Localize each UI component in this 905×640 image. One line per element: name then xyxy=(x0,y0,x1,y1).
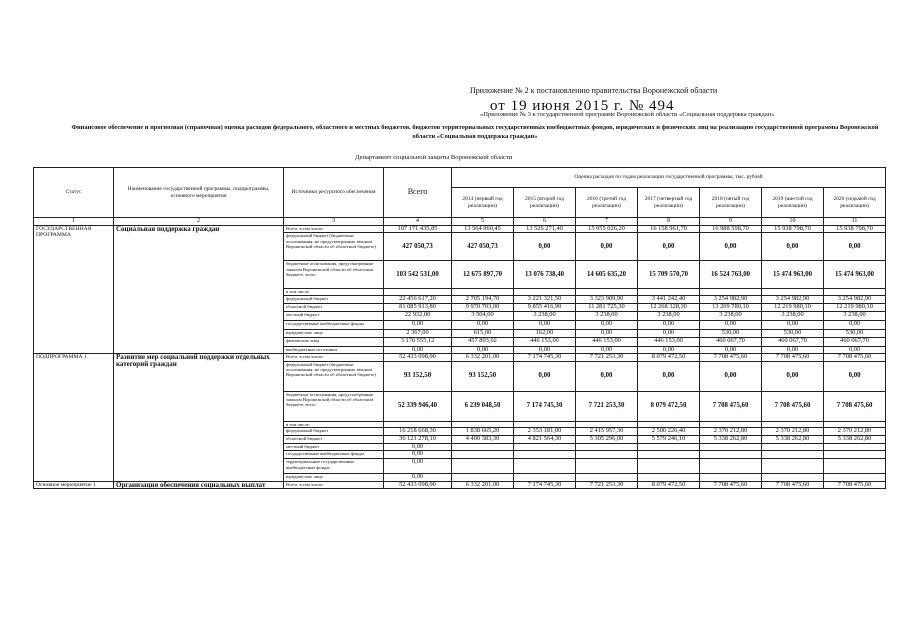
year-value-cell: 13 076 738,40 xyxy=(514,261,576,289)
year-value-cell: 0,00 xyxy=(576,320,638,329)
year-value-cell: 2 500 226,40 xyxy=(638,428,700,436)
year-value-cell: 93 152,50 xyxy=(452,361,514,391)
source-cell: областной бюджет xyxy=(284,303,384,311)
year-value-cell xyxy=(638,459,700,474)
year-value-cell: 7 174 745,30 xyxy=(514,391,576,421)
finance-table xyxy=(33,167,886,489)
index-cell: 7 xyxy=(576,218,638,226)
year-value-cell: 7 721 253,30 xyxy=(576,391,638,421)
year-value-cell: 15 709 570,70 xyxy=(638,261,700,289)
year-value-cell xyxy=(514,451,576,459)
year-value-cell: 0,00 xyxy=(514,320,576,329)
year-value-cell: 0,00 xyxy=(700,361,762,391)
year-value-cell xyxy=(514,474,576,481)
year-value-cell xyxy=(700,474,762,481)
index-cell: 6 xyxy=(514,218,576,226)
year-value-cell: 460 067,70 xyxy=(762,337,824,346)
total-cell: 103 542 531,00 xyxy=(384,261,452,289)
year-value-cell: 0,00 xyxy=(514,233,576,261)
year-value-cell: 7 708 475,60 xyxy=(700,354,762,361)
source-cell: федеральный бюджет xyxy=(284,428,384,436)
year-value-cell: 7 174 745,30 xyxy=(514,481,576,488)
total-cell: 0,00 xyxy=(384,320,452,329)
year-value-cell: 7 721 253,30 xyxy=(576,354,638,361)
year-value-cell xyxy=(824,459,886,474)
year-value-cell xyxy=(762,451,824,459)
year-value-cell: 0,00 xyxy=(762,320,824,329)
year-value-cell: 2 415 957,30 xyxy=(576,428,638,436)
source-cell: федеральный бюджет xyxy=(284,295,384,303)
row-program-name: Организация обеспечения социальных выплат xyxy=(114,481,284,488)
annex-line: Приложение № 2 к постановлению правительства Воронежской области xyxy=(470,86,718,95)
year-value-cell xyxy=(824,451,886,459)
year-value-cell: 3 238,00 xyxy=(762,311,824,320)
year-value-cell xyxy=(700,451,762,459)
year-value-cell: 5 305 296,00 xyxy=(576,436,638,444)
year-value-cell xyxy=(514,459,576,474)
year-value-cell: 0,00 xyxy=(824,320,886,329)
total-cell: 52 339 946,40 xyxy=(384,391,452,421)
year-value-cell: 15 474 963,00 xyxy=(824,261,886,289)
year-value-cell xyxy=(452,474,514,481)
col-year: 2015 (второй год реализации) xyxy=(514,188,576,218)
year-value-cell xyxy=(576,459,638,474)
year-value-cell: 0,00 xyxy=(638,233,700,261)
year-value-cell: 7 708 475,60 xyxy=(824,354,886,361)
col-year: 2019 (шестой год реализации) xyxy=(762,188,824,218)
year-value-cell: 12 675 897,70 xyxy=(452,261,514,289)
year-value-cell xyxy=(576,474,638,481)
col-status: Статус xyxy=(34,168,114,218)
source-cell: в том числе: xyxy=(284,289,384,295)
year-value-cell xyxy=(762,444,824,451)
year-value-cell: 530,00 xyxy=(762,329,824,337)
year-value-cell: 9 970 703,00 xyxy=(452,303,514,311)
year-value-cell: 0,00 xyxy=(576,329,638,337)
source-cell: местный бюджет xyxy=(284,444,384,451)
year-value-cell xyxy=(638,451,700,459)
col-year: 2016 (третий год реализации) xyxy=(576,188,638,218)
year-value-cell: 7 174 745,30 xyxy=(514,354,576,361)
year-value-cell: 0,00 xyxy=(638,329,700,337)
source-cell: юридические лица xyxy=(284,474,384,481)
year-value-cell xyxy=(700,459,762,474)
source-cell: государственные внебюджетные фонды xyxy=(284,320,384,329)
col-year: 2014 (первый год реализации) xyxy=(452,188,514,218)
year-value-cell: 15 938 798,70 xyxy=(762,226,824,233)
year-value-cell: 0,00 xyxy=(824,233,886,261)
year-value-cell: 12 219 980,10 xyxy=(762,303,824,311)
index-cell: 5 xyxy=(452,218,514,226)
year-value-cell: 13 526 271,40 xyxy=(514,226,576,233)
year-value-cell xyxy=(576,451,638,459)
total-cell: 16 218 668,30 xyxy=(384,428,452,436)
year-value-cell: 16 158 961,70 xyxy=(638,226,700,233)
year-value-cell: 0,00 xyxy=(638,361,700,391)
total-cell: 0,00 xyxy=(384,451,452,459)
year-value-cell: 162,00 xyxy=(514,329,576,337)
year-value-cell: 8 079 472,50 xyxy=(638,391,700,421)
year-value-cell: 5 338 262,80 xyxy=(824,436,886,444)
year-value-cell: 3 221 321,50 xyxy=(514,295,576,303)
total-cell: 22 456 617,20 xyxy=(384,295,452,303)
year-value-cell: 2 705 194,70 xyxy=(452,295,514,303)
year-value-cell: 3 238,00 xyxy=(576,311,638,320)
total-cell: 107 171 435,85 xyxy=(384,226,452,233)
year-value-cell: 530,00 xyxy=(700,329,762,337)
source-cell: в том числе: xyxy=(284,421,384,427)
year-value-cell: 457 893,02 xyxy=(452,337,514,346)
year-value-cell: 3 254 982,90 xyxy=(700,295,762,303)
year-value-cell xyxy=(452,451,514,459)
year-value-cell xyxy=(762,459,824,474)
total-cell: 0,00 xyxy=(384,474,452,481)
year-value-cell: 6 239 048,50 xyxy=(452,391,514,421)
col-total: Всего xyxy=(384,168,452,218)
table-row xyxy=(34,354,886,361)
col-name: Наименование государственной программы, подпрограммы, основного мероприятия xyxy=(114,168,284,218)
year-value-cell: 530,00 xyxy=(824,329,886,337)
source-cell: физические лица xyxy=(284,337,384,346)
year-value-cell: 7 708 475,60 xyxy=(762,391,824,421)
source-cell: территориальные государственные внебюджетные фонды xyxy=(284,459,384,474)
year-value-cell: 2 370 212,80 xyxy=(824,428,886,436)
year-value-cell: 7 708 475,60 xyxy=(824,481,886,488)
index-cell: 3 xyxy=(284,218,384,226)
year-value-cell: 2 370 212,80 xyxy=(700,428,762,436)
year-value-cell: 7 708 475,60 xyxy=(700,481,762,488)
year-value-cell: 1 838 665,20 xyxy=(452,428,514,436)
total-cell: 2 367,00 xyxy=(384,329,452,337)
year-value-cell: 0,00 xyxy=(762,233,824,261)
year-value-cell: 6 332 201,00 xyxy=(452,354,514,361)
source-cell: внебюджетные источники xyxy=(284,346,384,353)
row-status: ПОДПРОГРАММА 1 xyxy=(34,354,114,482)
year-value-cell: 7 708 475,60 xyxy=(762,354,824,361)
year-value-cell: 13 269 780,10 xyxy=(700,303,762,311)
year-value-cell: 2 370 212,80 xyxy=(762,428,824,436)
year-value-cell: 460 067,70 xyxy=(700,337,762,346)
total-cell: 22 932,00 xyxy=(384,311,452,320)
total-cell: 52 433 098,90 xyxy=(384,481,452,488)
year-value-cell: 0,00 xyxy=(452,346,514,353)
year-value-cell: 8 079 472,50 xyxy=(638,354,700,361)
year-value-cell: 0,00 xyxy=(700,320,762,329)
source-cell: федеральный бюджет (бюджетные ассигнования, не предусмотренные законом Воронежской области об областном бюджете) xyxy=(284,361,384,391)
total-cell: 0,00 xyxy=(384,444,452,451)
year-value-cell: 9 855 416,90 xyxy=(514,303,576,311)
year-value-cell: 3 238,00 xyxy=(824,311,886,320)
year-value-cell: 0,00 xyxy=(576,233,638,261)
year-value-cell: 615,00 xyxy=(452,329,514,337)
total-cell: 36 121 278,10 xyxy=(384,436,452,444)
year-value-cell: 446 153,00 xyxy=(638,337,700,346)
index-cell: 2 xyxy=(114,218,284,226)
year-value-cell: 5 338 262,80 xyxy=(762,436,824,444)
index-cell: 4 xyxy=(384,218,452,226)
year-value-cell: 0,00 xyxy=(824,361,886,391)
year-value-cell: 0,00 xyxy=(762,346,824,353)
year-value-cell: 4 821 564,30 xyxy=(514,436,576,444)
year-value-cell: 7 721 253,30 xyxy=(576,481,638,488)
year-value-cell xyxy=(514,444,576,451)
year-value-cell: 4 400 383,30 xyxy=(452,436,514,444)
year-value-cell: 446 153,00 xyxy=(514,337,576,346)
year-value-cell xyxy=(638,474,700,481)
year-value-cell: 16 988 598,70 xyxy=(700,226,762,233)
date-line: от 19 июня 2015 г. № 494 xyxy=(490,98,675,114)
source-cell: государственные внебюджетные фонды xyxy=(284,451,384,459)
year-value-cell xyxy=(452,444,514,451)
index-cell: 11 xyxy=(824,218,886,226)
year-value-cell: 3 238,00 xyxy=(700,311,762,320)
year-value-cell: 2 353 181,00 xyxy=(514,428,576,436)
annex3-line: «Приложение № 3 к государственной программе Воронежской области «Социальная поддержка граждан» xyxy=(480,111,775,118)
year-value-cell: 3 504,00 xyxy=(452,311,514,320)
year-value-cell xyxy=(700,444,762,451)
year-value-cell: 446 153,00 xyxy=(576,337,638,346)
table-row xyxy=(34,481,886,488)
year-value-cell: 427 050,73 xyxy=(452,233,514,261)
year-value-cell: 0,00 xyxy=(700,233,762,261)
total-cell: 81 085 913,80 xyxy=(384,303,452,311)
year-value-cell: 15 055 026,20 xyxy=(576,226,638,233)
year-value-cell xyxy=(824,474,886,481)
year-value-cell: 0,00 xyxy=(824,346,886,353)
department-line: Департамент социальной защиты Воронежской области xyxy=(355,154,513,161)
total-cell: 3 176 555,12 xyxy=(384,337,452,346)
document-title: Финансовое обеспечение и прогнозная (справочная) оценка расходов федерального, областного и местных бюджетов, бюджетов территориальных государственных внебюджетных фондов, юридических и физических лиц на реализацию государственной программы Воронежской области «Социальная поддержка граждан» xyxy=(71,124,879,140)
year-value-cell: 16 524 763,00 xyxy=(700,261,762,289)
col-year: 2017 (четвертый год реализации) xyxy=(638,188,700,218)
year-value-cell: 0,00 xyxy=(514,346,576,353)
year-value-cell: 3 238,00 xyxy=(514,311,576,320)
source-cell: федеральный бюджет (бюджетные ассигнования, не предусмотренные законом Воронежской области об областном бюджете) xyxy=(284,233,384,261)
total-cell: 52 433 098,90 xyxy=(384,354,452,361)
year-value-cell xyxy=(576,444,638,451)
year-value-cell: 3 254 982,90 xyxy=(762,295,824,303)
year-value-cell: 8 079 472,50 xyxy=(638,481,700,488)
index-cell: 10 xyxy=(762,218,824,226)
year-value-cell: 13 564 960,45 xyxy=(452,226,514,233)
col-year: 2018 (пятый год реализации) xyxy=(700,188,762,218)
year-value-cell xyxy=(452,459,514,474)
source-cell: юридические лица xyxy=(284,329,384,337)
source-cell: Всего, в том числе: xyxy=(284,226,384,233)
year-value-cell: 12 219 980,10 xyxy=(824,303,886,311)
index-cell: 8 xyxy=(638,218,700,226)
source-cell: бюджетные ассигнования, предусмотренные законом Воронежской области об областном бюджете, всего xyxy=(284,391,384,421)
year-value-cell xyxy=(824,444,886,451)
col-year: 2020 (седьмой год реализации) xyxy=(824,188,886,218)
row-program-name: Развитие мер социальной поддержки отдельных категорий граждан xyxy=(114,354,284,482)
total-cell: 93 152,50 xyxy=(384,361,452,391)
total-cell: 0,00 xyxy=(384,459,452,474)
year-value-cell: 15 474 963,00 xyxy=(762,261,824,289)
index-cell: 9 xyxy=(700,218,762,226)
year-value-cell: 0,00 xyxy=(452,320,514,329)
year-value-cell: 12 268 328,30 xyxy=(638,303,700,311)
year-value-cell: 11 281 725,30 xyxy=(576,303,638,311)
year-value-cell: 7 708 475,60 xyxy=(824,391,886,421)
year-value-cell xyxy=(638,444,700,451)
row-status: Основное мероприятие 1 xyxy=(34,481,114,488)
year-value-cell: 3 254 982,90 xyxy=(824,295,886,303)
year-value-cell: 460 067,70 xyxy=(824,337,886,346)
year-value-cell xyxy=(762,474,824,481)
source-cell: Всего, в том числе: xyxy=(284,354,384,361)
source-cell: местный бюджет xyxy=(284,311,384,320)
total-cell: 427 050,73 xyxy=(384,233,452,261)
table-row xyxy=(34,226,886,233)
col-estimate: Оценка расходов по годам реализации государственной программы, тыс. рублей xyxy=(452,168,886,188)
year-value-cell: 0,00 xyxy=(762,361,824,391)
index-cell: 1 xyxy=(34,218,114,226)
source-cell: областной бюджет xyxy=(284,436,384,444)
year-value-cell: 0,00 xyxy=(700,346,762,353)
year-value-cell: 0,00 xyxy=(576,361,638,391)
year-value-cell: 3 441 242,40 xyxy=(638,295,700,303)
year-value-cell: 7 708 475,60 xyxy=(762,481,824,488)
index-row xyxy=(34,218,886,226)
year-value-cell: 0,00 xyxy=(638,346,700,353)
source-cell: бюджетные ассигнования, предусмотренные законом Воронежской области об областном бюджете, всего xyxy=(284,261,384,289)
year-value-cell: 14 605 635,20 xyxy=(576,261,638,289)
year-value-cell: 15 938 798,70 xyxy=(824,226,886,233)
year-value-cell: 3 323 909,90 xyxy=(576,295,638,303)
year-value-cell: 6 332 201,00 xyxy=(452,481,514,488)
row-status: ГОСУДАРСТВЕННАЯ ПРОГРАММА xyxy=(34,226,114,354)
year-value-cell: 0,00 xyxy=(514,361,576,391)
year-value-cell: 5 338 262,80 xyxy=(700,436,762,444)
year-value-cell: 5 579 246,10 xyxy=(638,436,700,444)
total-cell: 0,00 xyxy=(384,346,452,353)
col-source: Источники ресурсного обеспечения xyxy=(284,168,384,218)
source-cell: Всего, в том числе: xyxy=(284,481,384,488)
row-program-name: Социальная поддержка граждан xyxy=(114,226,284,354)
year-value-cell: 7 708 475,60 xyxy=(700,391,762,421)
year-value-cell: 0,00 xyxy=(638,320,700,329)
year-value-cell: 0,00 xyxy=(576,346,638,353)
year-value-cell: 3 238,00 xyxy=(638,311,700,320)
